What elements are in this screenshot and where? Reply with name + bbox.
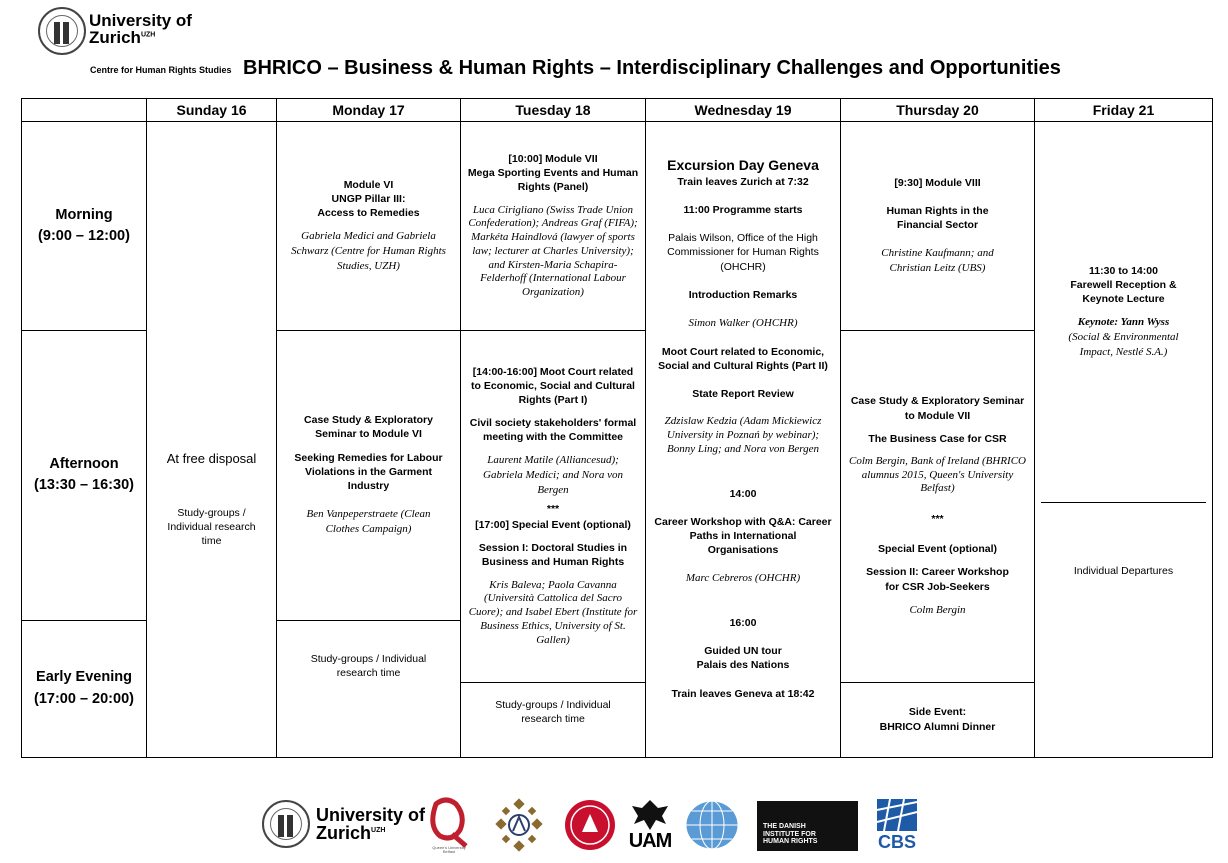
corner-cell [22, 99, 147, 122]
tuesday-evening [461, 682, 645, 757]
reception-time: 11:30 to 14:00 [1089, 264, 1158, 277]
day-header-row [22, 99, 1213, 122]
slot-morning [22, 122, 146, 330]
venue: Palais Wilson, Office of the High Commissioner for Human Rights (OHCHR) [667, 232, 819, 273]
university-name [89, 12, 192, 46]
reception-title: Farewell Reception & Keynote Lecture [1070, 279, 1177, 306]
departures: Individual Departures [1073, 565, 1174, 577]
module-title: [9:30] Module VIII [894, 176, 981, 189]
university-line1: University of [89, 11, 192, 30]
seminar-title: Case Study & Exploratory Seminar to Module VI [304, 414, 433, 441]
schedule-table [21, 98, 1213, 758]
day-header: Wednesday 19 [646, 99, 841, 122]
slot-label: Morning [55, 206, 113, 223]
monday-afternoon [277, 330, 460, 620]
module-title: [10:00] Module VII [508, 153, 598, 166]
train-departure: Train leaves Zurich at 7:32 [677, 175, 809, 188]
cbs-text: CBS [877, 832, 916, 852]
day-header: Thursday 20 [841, 99, 1035, 122]
day-header: Monday 17 [277, 99, 461, 122]
day-header: Friday 21 [1035, 99, 1213, 122]
special-event: Special Event (optional) [877, 543, 998, 556]
footer-uzh-suffix: UZH [371, 827, 386, 834]
session-title: Session I: Doctoral Studies in Business and Human Rights [478, 542, 628, 569]
page-title: BHRICO – Business & Human Rights – Interdisciplinary Challenges and Opportunities [243, 57, 1061, 79]
intro-remarks: Introduction Remarks [688, 288, 798, 301]
slot-label: Early Evening [36, 669, 132, 686]
monday-morning [277, 122, 460, 330]
study-groups: Study-groups / Individual research time [495, 699, 611, 726]
slot-time: (17:00 – 20:00) [34, 690, 134, 707]
cbs-logo [876, 798, 918, 856]
special-event: [17:00] Special Event (optional) [475, 519, 631, 532]
seminar-topic: The Business Case for CSR [868, 432, 1007, 445]
danish-institute-text: THE DANISH INSTITUTE FOR HUMAN RIGHTS [763, 823, 818, 846]
university-seal-red-logo [564, 798, 616, 852]
train-return: Train leaves Geneva at 18:42 [671, 687, 815, 700]
speakers: Kris Baleva; Paola Cavanna (Università Cattolica del Sacro Cuore); and Isabel Ebert (Institute for Business Ethics, University of St. Gallen) [468, 578, 638, 646]
uzh-suffix: UZH [140, 31, 156, 39]
programme-start: 11:00 Programme starts [683, 204, 803, 217]
moot-court: Moot Court related to Economic, Social and Cultural Rights (Part II) [658, 345, 828, 372]
queens-university-logo [426, 796, 472, 858]
speaker: Simon Walker (OHCHR) [688, 316, 798, 329]
footer-university-name [316, 806, 425, 842]
uzh-seal-logo [38, 7, 86, 55]
module-topic: Access to Remedies [317, 207, 420, 220]
speaker: Colm Bergin [909, 603, 966, 616]
schedule-body-row [22, 122, 1213, 758]
slot-evening [22, 620, 146, 757]
time-1400: 14:00 [729, 487, 757, 500]
separator-stars: *** [546, 502, 560, 515]
speakers: Laurent Matile (Alliancesud); Gabriela Medici; and Nora von Bergen [483, 454, 623, 497]
monday-evening [277, 620, 460, 757]
study-groups: Study-groups / Individual research time [167, 507, 256, 548]
uzh-seal-logo-footer [262, 800, 310, 848]
tuesday-morning [461, 122, 645, 330]
session-title: Session II: Career Workshop for CSR Job-Seekers [866, 566, 1009, 593]
uam-text: UAM [628, 830, 672, 852]
seminar-title: Case Study & Exploratory Seminar to Module VII [850, 395, 1025, 422]
friday-reception [1035, 122, 1212, 502]
day-header: Tuesday 18 [461, 99, 646, 122]
speakers: Gabriela Medici and Gabriela Schwarz (Centre for Human Rights Studies, UZH) [291, 230, 446, 273]
state-report: State Report Review [692, 388, 794, 401]
slot-label: Afternoon [49, 455, 119, 472]
day-header: Sunday 16 [147, 99, 277, 122]
module-subtitle: UNGP Pillar III: [331, 193, 406, 206]
speakers: Christine Kaufmann; and Christian Leitz (UBS) [881, 247, 994, 275]
speakers: Colm Bergin, Bank of Ireland (BHRICO alumnus 2015, Queen's University Belfast) [849, 454, 1026, 495]
slot-time: (9:00 – 12:00) [38, 228, 130, 244]
thursday-evening [841, 682, 1034, 757]
wednesday-excursion [646, 122, 840, 701]
friday-departures [1035, 502, 1212, 757]
speaker: Marc Cebreros (OHCHR) [685, 572, 801, 585]
keynote-org: (Social & Environmental Impact, Nestlé S.A.) [1068, 331, 1179, 359]
moot-court-title: [14:00-16:00] Moot Court related to Economic, Social and Cultural Rights (Part I) [471, 365, 635, 406]
thursday-morning [841, 122, 1034, 330]
seminar-topic: Seeking Remedies for Labour Violations in the Garment Industry [294, 451, 443, 492]
sunday-cell [147, 122, 277, 758]
module-topic: Human Rights in the Financial Sector [886, 205, 989, 232]
monday-column [277, 122, 461, 758]
separator-stars: *** [931, 513, 944, 526]
excursion-title: Excursion Day Geneva [667, 157, 819, 173]
danish-institute-logo [757, 801, 858, 851]
uam-logo [628, 798, 672, 854]
centre-name: Centre for Human Rights Studies [90, 65, 232, 75]
university-line2: Zurich [89, 28, 141, 47]
globe-logo [684, 798, 744, 852]
thursday-afternoon [841, 330, 1034, 682]
side-event-title: Side Event: [908, 706, 967, 719]
footer-university-line2: Zurich [316, 823, 372, 843]
study-groups: Study-groups / Individual research time [310, 653, 427, 680]
friday-column [1035, 122, 1213, 758]
thursday-column [841, 122, 1035, 758]
queens-caption: Queen's University Belfast [432, 845, 466, 854]
module-topic: Mega Sporting Events and Human Rights (Panel) [467, 167, 639, 194]
moot-court-topic: Civil society stakeholders' formal meeting with the Committee [469, 417, 637, 444]
module-title: Module VI [343, 178, 394, 191]
tuesday-column [461, 122, 646, 758]
side-event-text: BHRICO Alumni Dinner [879, 720, 996, 733]
speakers: Ben Vanpeperstraete (Clean Clothes Campaign) [306, 508, 431, 535]
time-slot-column [22, 122, 147, 758]
time-1600: 16:00 [729, 617, 757, 630]
slot-time: (13:30 – 16:30) [34, 477, 134, 493]
footer-university-line1: University of [316, 805, 426, 825]
palais-nations: Palais des Nations [696, 659, 790, 672]
wednesday-column [646, 122, 841, 758]
free-disposal: At free disposal [166, 451, 257, 467]
speakers: Luca Cirigliano (Swiss Trade Union Confederation); Andreas Graf (FIFA); Markéta Haindlová (lawyer of sports law; lecturer at Charles University); and Kirsten-Maria Schapira-Felderhoff (International Labour Organization) [468, 203, 638, 299]
guided-tour: Guided UN tour [704, 645, 782, 658]
slot-afternoon [22, 330, 146, 620]
speakers: Zdzislaw Kedzia (Adam Mickiewicz University in Poznań by webinar); Bonny Ling; and Nora von Bergen [664, 415, 822, 455]
tuesday-afternoon [461, 330, 645, 682]
ornament-logo [494, 798, 544, 854]
career-workshop: Career Workshop with Q&A: Career Paths in International Organisations [654, 515, 832, 557]
keynote: Keynote: Yann Wyss [1077, 316, 1170, 329]
